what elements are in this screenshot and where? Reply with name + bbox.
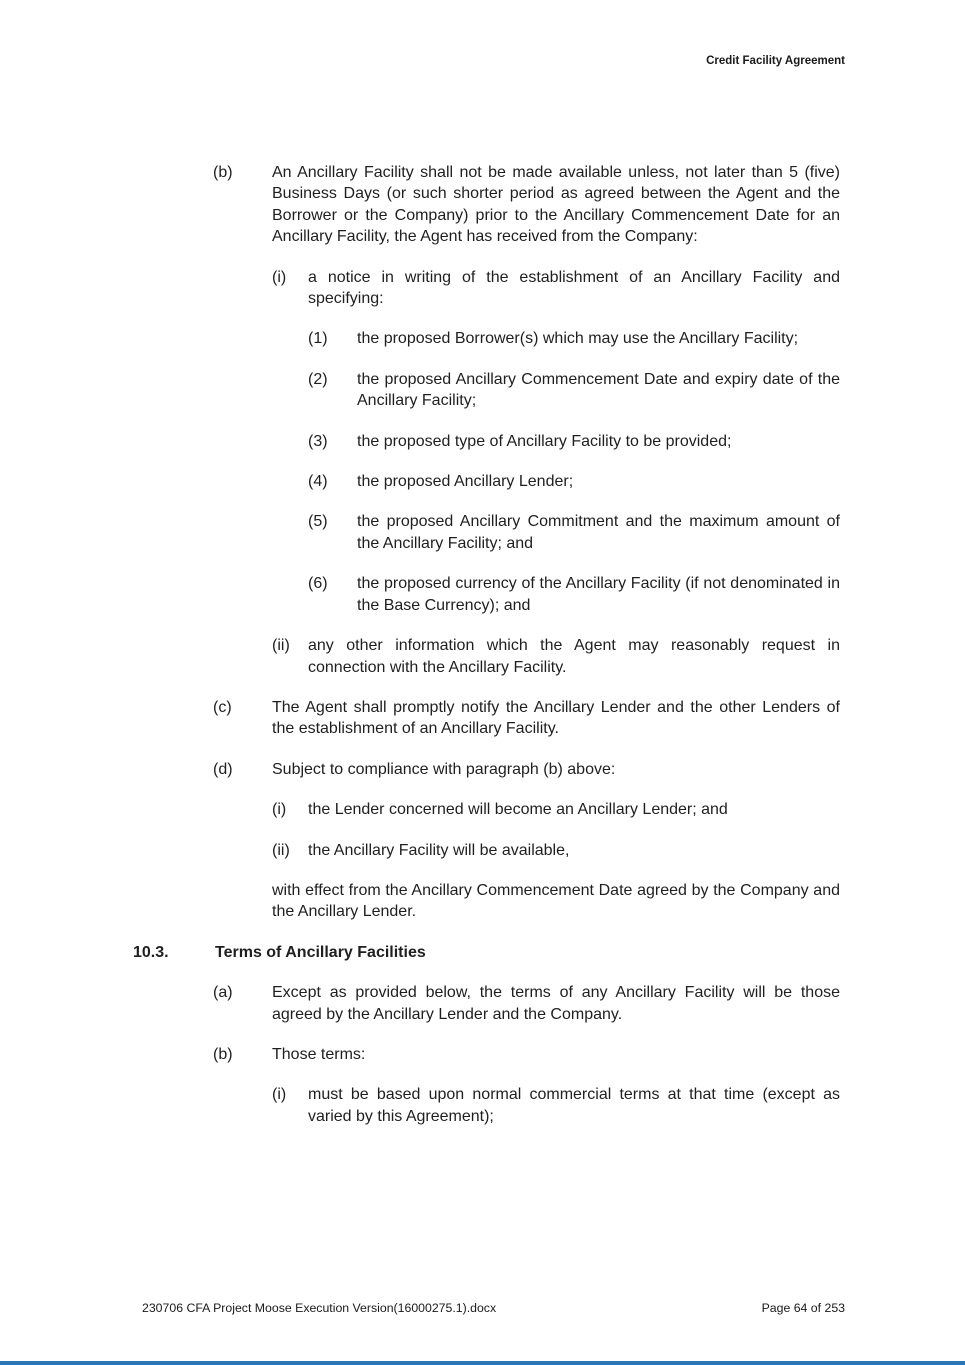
clause-text: An Ancillary Facility shall not be made available unless, not later than 5 (five) Business Days (or such shorter period as agreed between the Agent and the Borrower or the Company) prior to the Ancillary Commencement Date for an Ancillary Facility, the Agent has received from the Company: xyxy=(272,164,840,246)
clause-text: the proposed Borrower(s) which may use the Ancillary Facility; xyxy=(357,330,799,348)
clause-text: the Lender concerned will become an Ancillary Lender; and xyxy=(308,801,728,819)
clause-b-i-1 xyxy=(308,328,840,349)
clause-b-i-6 xyxy=(308,573,840,616)
clause-b xyxy=(213,162,840,248)
bottom-accent-bar xyxy=(0,1361,965,1365)
clause-label: (6) xyxy=(308,575,328,593)
clause-text: with effect from the Ancillary Commencement Date agreed by the Company and the Ancillary Lender. xyxy=(272,881,840,921)
clause-d xyxy=(213,759,840,780)
clause-c xyxy=(213,697,840,740)
clause-text: the proposed type of Ancillary Facility to be provided; xyxy=(357,432,732,450)
clause-label: (ii) xyxy=(272,841,290,859)
clause-text: The Agent shall promptly notify the Ancillary Lender and the other Lenders of the establishment of an Ancillary Facility. xyxy=(272,698,840,738)
clause-text: a notice in writing of the establishment of an Ancillary Facility and specifying: xyxy=(308,268,840,308)
section-heading-10-3 xyxy=(133,942,840,963)
clause-text: must be based upon normal commercial terms at that time (except as varied by this Agreement); xyxy=(308,1086,840,1125)
page-footer xyxy=(142,1301,845,1315)
clause-text: the proposed Ancillary Lender; xyxy=(357,473,574,491)
page-header-title: Credit Facility Agreement xyxy=(706,55,845,67)
clause-label: (a) xyxy=(213,984,233,1002)
clause-text: the proposed currency of the Ancillary Facility (if not denominated in the Base Currency); and xyxy=(357,575,840,614)
clause-label: (i) xyxy=(272,801,287,819)
clause-label: (b) xyxy=(213,164,233,181)
footer-filename: 230706 CFA Project Moose Execution Version(16000275.1).docx xyxy=(142,1301,497,1315)
clause-b-i-4 xyxy=(308,471,840,492)
clause-d-ii xyxy=(272,840,840,861)
clause-label: (c) xyxy=(213,698,232,716)
clause-label: (2) xyxy=(308,370,328,388)
clause-text: the proposed Ancillary Commencement Date and expiry date of the Ancillary Facility; xyxy=(357,370,840,410)
clause-label: (i) xyxy=(272,268,287,286)
clause-label: (i) xyxy=(272,1086,287,1104)
clause-text: Those terms: xyxy=(272,1045,366,1063)
document-body xyxy=(0,162,840,1146)
clause-label: (3) xyxy=(308,432,328,450)
section-title: Terms of Ancillary Facilities xyxy=(215,943,426,961)
clause-label: (5) xyxy=(308,513,328,531)
clause-10-3-a xyxy=(213,982,840,1025)
clause-label: (ii) xyxy=(272,637,290,655)
clause-label: (4) xyxy=(308,473,328,491)
clause-label: (1) xyxy=(308,330,328,348)
clause-10-3-b xyxy=(213,1044,840,1065)
clause-d-continuation xyxy=(272,880,840,923)
clause-text: the Ancillary Facility will be available, xyxy=(308,841,570,859)
clause-label: (d) xyxy=(213,760,233,778)
section-number: 10.3. xyxy=(133,943,169,961)
clause-d-i xyxy=(272,799,840,820)
clause-text: any other information which the Agent may reasonably request in connection with the Ancillary Facility. xyxy=(308,637,840,676)
clause-text: Subject to compliance with paragraph (b) above: xyxy=(272,760,616,778)
clause-b-i-3 xyxy=(308,431,840,452)
clause-text: the proposed Ancillary Commitment and the maximum amount of the Ancillary Facility; and xyxy=(357,513,840,552)
clause-b-ii xyxy=(272,635,840,678)
clause-label: (b) xyxy=(213,1045,233,1063)
footer-page-number: Page 64 of 253 xyxy=(761,1301,845,1315)
clause-text: Except as provided below, the terms of any Ancillary Facility will be those agreed by the Ancillary Lender and the Company. xyxy=(272,984,840,1023)
clause-10-3-b-i xyxy=(272,1084,840,1127)
clause-b-i xyxy=(272,267,840,310)
clause-b-i-2 xyxy=(308,369,840,412)
clause-b-i-5 xyxy=(308,511,840,554)
